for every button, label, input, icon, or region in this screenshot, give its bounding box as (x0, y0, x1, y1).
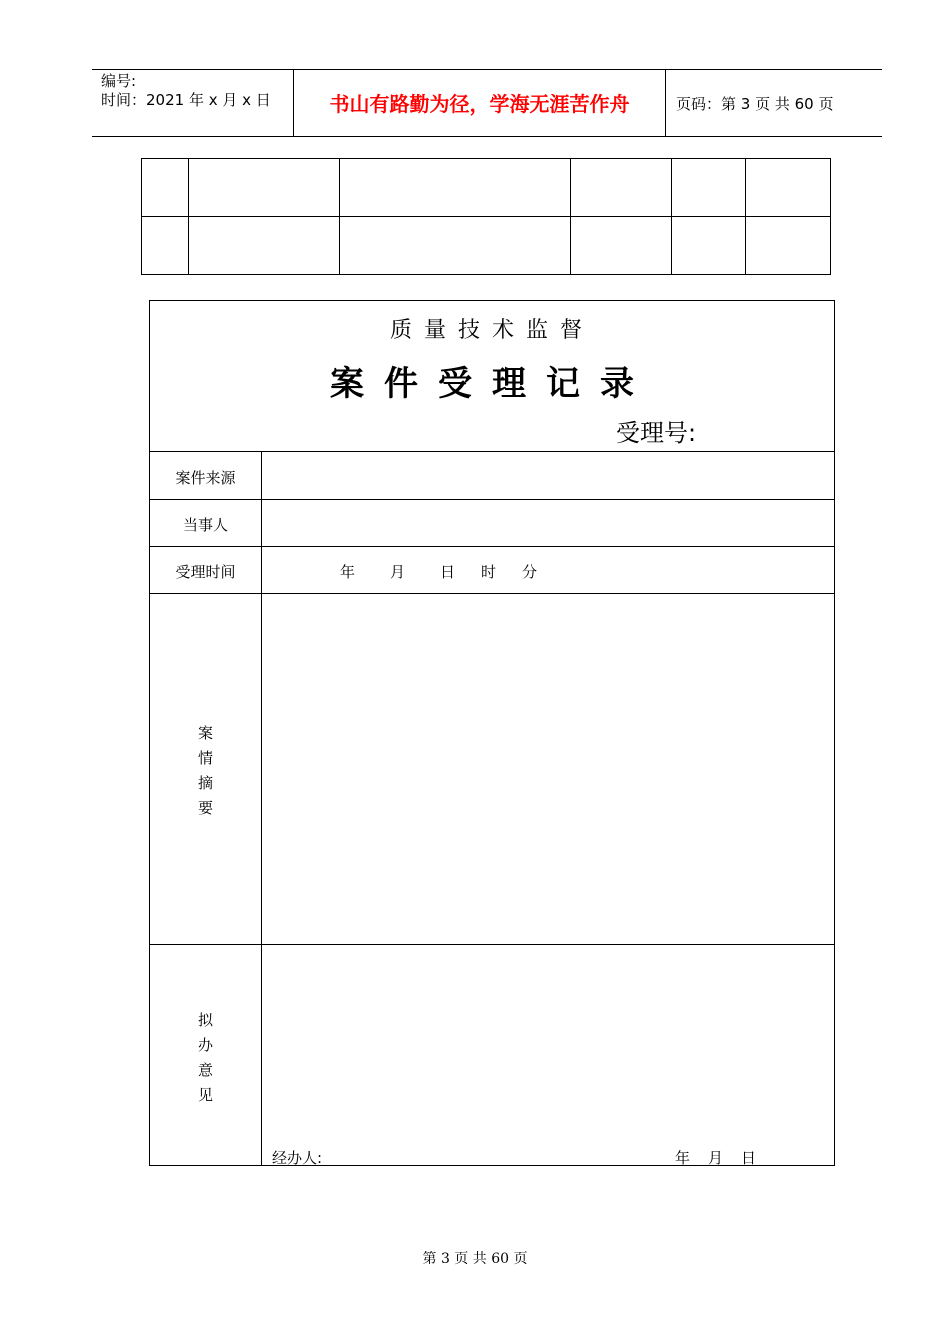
table-cell (571, 159, 672, 217)
header-bottom-rule (92, 136, 882, 137)
table-row (142, 159, 831, 217)
table-cell (340, 159, 571, 217)
case-source-label: 案件来源 (175, 469, 236, 487)
acceptance-number-label: 受理号: (616, 419, 697, 447)
page-footer: 第 3 页 共 60 页 (422, 1251, 528, 1267)
handler-label: 经办人: (272, 1149, 323, 1167)
party-field[interactable] (262, 500, 834, 545)
proposed-opinion-field[interactable] (262, 945, 834, 1135)
proposed-opinion-char: 意 (197, 1061, 213, 1079)
table-cell (340, 217, 571, 275)
table-cell (672, 159, 746, 217)
proposed-opinion-char: 拟 (197, 1011, 213, 1029)
time-minute-label: 分 (522, 563, 538, 581)
case-summary-char: 摘 (197, 774, 213, 792)
acceptance-time-label: 受理时间 (175, 563, 236, 581)
table-row (142, 217, 831, 275)
sign-month-label: 月 (708, 1149, 724, 1167)
table-cell (746, 217, 831, 275)
header-top-rule (92, 69, 882, 70)
table-cell (672, 217, 746, 275)
party-label: 当事人 (182, 516, 228, 534)
form-rule (150, 546, 834, 547)
header-number-label: 编号: (101, 72, 137, 90)
table-cell (189, 217, 340, 275)
case-source-field[interactable] (262, 452, 834, 498)
time-year-label: 年 (340, 563, 356, 581)
table-cell (142, 159, 189, 217)
table-cell (189, 159, 340, 217)
time-day-label: 日 (440, 563, 456, 581)
case-summary-field[interactable] (262, 594, 834, 943)
case-summary-char: 要 (197, 799, 213, 817)
time-month-label: 月 (390, 563, 406, 581)
case-acceptance-form (149, 300, 835, 1166)
sign-year-label: 年 (675, 1149, 691, 1167)
table-cell (571, 217, 672, 275)
proposed-opinion-label (150, 1008, 261, 1108)
table-cell (142, 217, 189, 275)
empty-top-table (141, 158, 831, 275)
form-title: 案件受理记录 (330, 364, 654, 404)
header-page-info: 页码：第 3 页 共 60 页 (676, 95, 834, 113)
header-divider-right (665, 69, 666, 136)
proposed-opinion-char: 办 (197, 1036, 213, 1054)
proposed-opinion-char: 见 (197, 1086, 213, 1104)
form-subtitle: 质量技术监督 (389, 318, 594, 343)
case-summary-label (150, 721, 261, 821)
time-hour-label: 时 (481, 563, 497, 581)
header-time-label: 时间：2021 年 x 月 x 日 (101, 91, 271, 109)
table-cell (746, 159, 831, 217)
sign-day-label: 日 (741, 1149, 757, 1167)
header-motto: 书山有路勤为径，学海无涯苦作舟 (329, 92, 630, 116)
case-summary-char: 案 (197, 724, 213, 742)
case-summary-char: 情 (197, 749, 213, 767)
